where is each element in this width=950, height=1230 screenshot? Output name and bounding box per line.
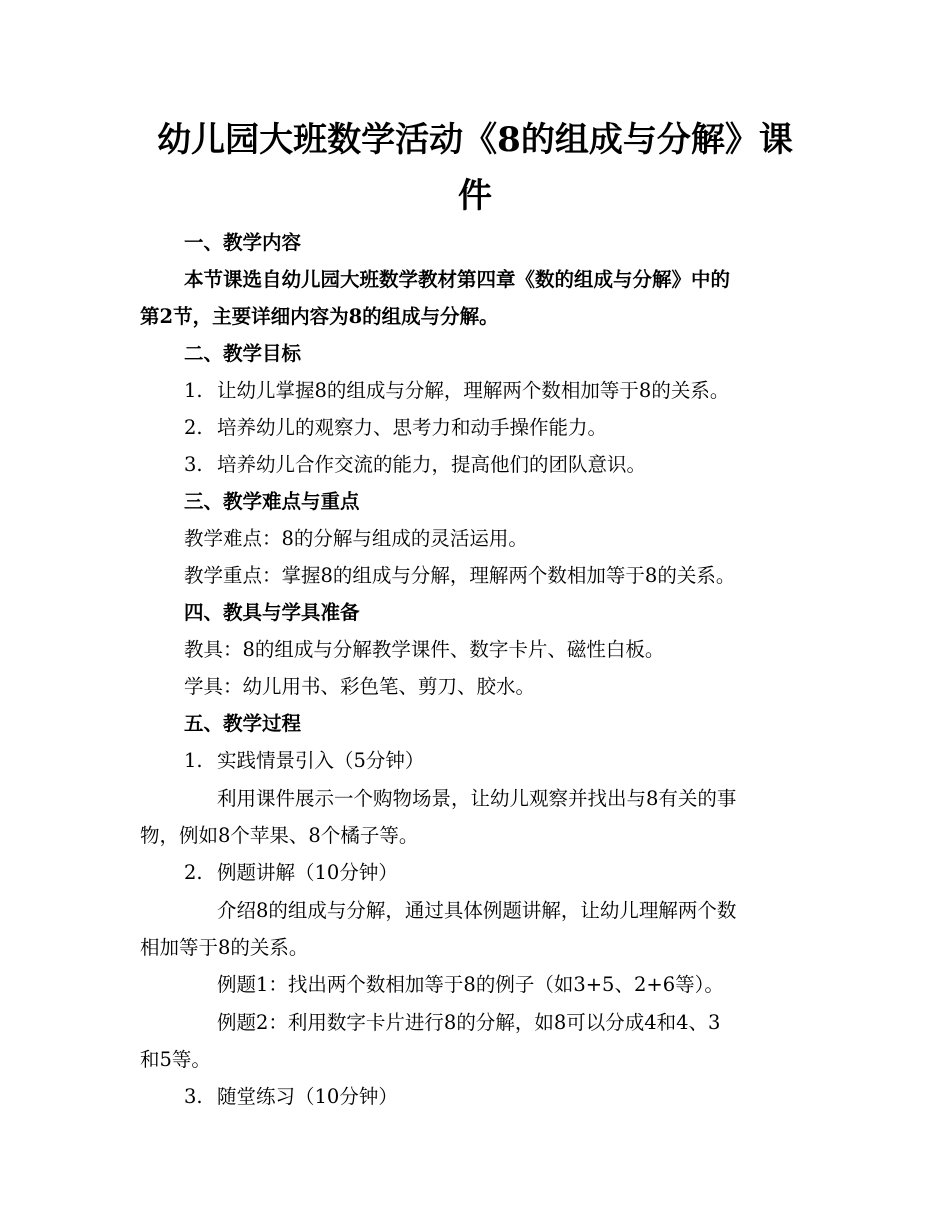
title-line-1: 幼儿园大班数学活动《8的组成与分解》课 bbox=[157, 120, 793, 160]
step-2-paragraph-line-2: 相加等于8的关系。 bbox=[140, 936, 309, 959]
document-title bbox=[140, 112, 810, 224]
title-line-2: 件 bbox=[458, 176, 492, 216]
example-1: 例题1：找出两个数相加等于8的例子（如3+5、2+6等）。 bbox=[217, 973, 724, 996]
step-3-title-text: 随堂练习（10分钟） bbox=[217, 1085, 398, 1108]
objective-2-number: 2. bbox=[184, 416, 203, 439]
section-4-heading: 四、教具与学具准备 bbox=[184, 601, 360, 624]
section-1-heading: 一、教学内容 bbox=[184, 231, 302, 254]
step-1-title bbox=[184, 748, 424, 774]
objective-3-text: 培养幼儿合作交流的能力，提高他们的团队意识。 bbox=[217, 453, 647, 476]
step-2-title-text: 例题讲解（10分钟） bbox=[217, 861, 398, 884]
step-1-paragraph-line-2: 物，例如8个苹果、8个橘子等。 bbox=[140, 824, 419, 847]
objective-1-number: 1. bbox=[184, 379, 203, 402]
teaching-difficulty: 教学难点：8的分解与组成的灵活运用。 bbox=[184, 527, 528, 550]
objective-item-3 bbox=[184, 452, 646, 478]
section-1-paragraph-line-1: 本节课选自幼儿园大班数学教材第四章《数的组成与分解》中的 bbox=[184, 268, 731, 291]
section-3-heading: 三、教学难点与重点 bbox=[184, 490, 360, 513]
step-3-number: 3. bbox=[184, 1085, 203, 1108]
step-2-title bbox=[184, 860, 398, 886]
section-2-heading: 二、教学目标 bbox=[184, 342, 302, 365]
objective-item-2 bbox=[184, 415, 607, 441]
step-1-paragraph-line-1: 利用课件展示一个购物场景，让幼儿观察并找出与8有关的事 bbox=[217, 787, 737, 810]
objective-2-text: 培养幼儿的观察力、思考力和动手操作能力。 bbox=[217, 416, 608, 439]
objective-item-1 bbox=[184, 378, 729, 404]
objective-3-number: 3. bbox=[184, 453, 203, 476]
example-2-line-1: 例题2：利用数字卡片进行8的分解，如8可以分成4和4、3 bbox=[217, 1011, 721, 1034]
step-2-number: 2. bbox=[184, 861, 203, 884]
objective-1-text: 让幼儿掌握8的组成与分解，理解两个数相加等于8的关系。 bbox=[217, 379, 730, 402]
section-1-paragraph-line-2: 第2节，主要详细内容为8的组成与分解。 bbox=[140, 305, 499, 328]
step-3-title bbox=[184, 1084, 398, 1110]
example-2-line-2: 和5等。 bbox=[140, 1048, 211, 1071]
teaching-aids: 教具：8的组成与分解教学课件、数字卡片、磁性白板。 bbox=[184, 638, 665, 661]
section-5-heading: 五、教学过程 bbox=[184, 712, 302, 735]
learning-aids: 学具：幼儿用书、彩色笔、剪刀、胶水。 bbox=[184, 675, 536, 698]
step-2-paragraph-line-1: 介绍8的组成与分解，通过具体例题讲解，让幼儿理解两个数 bbox=[217, 899, 737, 922]
step-1-number: 1. bbox=[184, 749, 203, 772]
step-1-title-text: 实践情景引入（5分钟） bbox=[217, 749, 425, 772]
teaching-key-point: 教学重点：掌握8的组成与分解，理解两个数相加等于8的关系。 bbox=[184, 564, 736, 587]
